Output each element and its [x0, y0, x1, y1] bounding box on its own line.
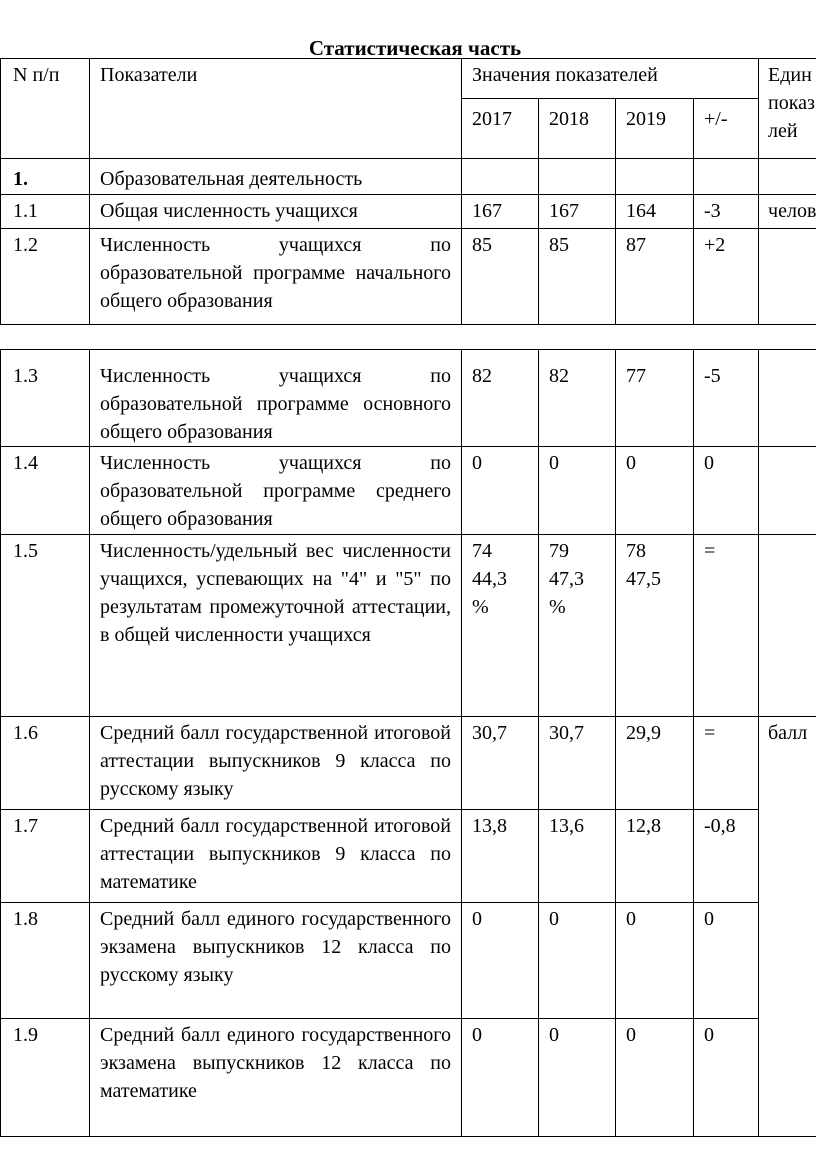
row-value-2017: 13,8 [462, 810, 539, 903]
row-value-2019: 77 [616, 350, 694, 447]
row-num: 1.8 [1, 903, 90, 1019]
row-unit [759, 159, 816, 195]
row-num: 1.2 [1, 229, 90, 325]
header-unit-line-2: показ [768, 92, 815, 114]
row-delta: = [694, 717, 759, 810]
table-row [1, 1019, 816, 1137]
row-label: Образовательная деятельность [90, 159, 462, 195]
row-value-2018: 0 [539, 447, 616, 535]
table-row [1, 810, 816, 903]
header-unit-line-3: лей [768, 120, 798, 142]
table-row [1, 195, 816, 229]
header-unit-line-1: Един [768, 64, 812, 86]
row-label: Средний балл государственной итоговой аттестации выпускников 9 класса по русскому языку [90, 717, 462, 810]
row-label: Численность учащихся по образовательной программе среднего общего образования [90, 447, 462, 535]
row-label: Численность учащихся по образовательной программе основного общего образования [90, 350, 462, 447]
table-row [1, 350, 816, 447]
header-indicators: Показатели [90, 59, 462, 159]
row-num: 1.1 [1, 195, 90, 229]
row-num: 1.9 [1, 1019, 90, 1137]
header-num: N п/п [1, 59, 90, 159]
row-delta: +2 [694, 229, 759, 325]
row-value-2018: 79 47,3 % [539, 535, 616, 717]
row-value-2018: 13,6 [539, 810, 616, 903]
header-delta: +/- [694, 99, 759, 159]
row-delta: -3 [694, 195, 759, 229]
table-row [1, 229, 816, 325]
row-value-2019: 0 [616, 1019, 694, 1137]
row-unit [759, 535, 816, 717]
row-value-2017: 0 [462, 447, 539, 535]
row-label: Средний балл государственной итоговой аттестации выпускников 9 класса по математике [90, 810, 462, 903]
row-delta: 0 [694, 903, 759, 1019]
row-value-2017: 74 44,3 % [462, 535, 539, 717]
row-value-2017: 0 [462, 903, 539, 1019]
table-row [1, 535, 816, 717]
table-row [1, 447, 816, 535]
row-unit: балл [759, 717, 816, 1137]
row-label: Средний балл единого государственного экзамена выпускников 12 класса по математике [90, 1019, 462, 1137]
row-value-2019: 87 [616, 229, 694, 325]
row-value-2018: 0 [539, 1019, 616, 1137]
row-value-2018: 85 [539, 229, 616, 325]
row-unit: челов [759, 195, 816, 229]
row-value-2017: 0 [462, 1019, 539, 1137]
row-unit [759, 447, 816, 535]
table-row [1, 159, 816, 195]
row-num: 1.3 [1, 350, 90, 447]
header-row-1 [1, 59, 816, 99]
row-value-2019: 12,8 [616, 810, 694, 903]
row-num: 1.6 [1, 717, 90, 810]
header-year-2017: 2017 [462, 99, 539, 159]
statistics-table-part-2 [0, 349, 816, 1137]
table-row [1, 717, 816, 810]
row-value-2017: 167 [462, 195, 539, 229]
row-value-2019 [616, 159, 694, 195]
row-value-2019: 78 47,5 [616, 535, 694, 717]
row-delta: 0 [694, 447, 759, 535]
header-values: Значения показателей [462, 59, 759, 99]
row-value-2019: 0 [616, 447, 694, 535]
row-label: Численность/удельный вес численности учащихся, успевающих на "4" и "5" по результатам промежуточной аттестации, в общей численности учащихся [90, 535, 462, 717]
row-num: 1.5 [1, 535, 90, 717]
row-value-2019: 164 [616, 195, 694, 229]
row-value-2019: 29,9 [616, 717, 694, 810]
row-value-2018: 0 [539, 903, 616, 1019]
row-value-2017: 85 [462, 229, 539, 325]
header-unit [759, 59, 816, 159]
row-delta: = [694, 535, 759, 717]
row-value-2018: 167 [539, 195, 616, 229]
row-value-2017: 30,7 [462, 717, 539, 810]
statistics-table-part-1 [0, 58, 816, 325]
row-value-2018 [539, 159, 616, 195]
row-delta: 0 [694, 1019, 759, 1137]
header-year-2018: 2018 [539, 99, 616, 159]
row-delta [694, 159, 759, 195]
row-unit [759, 229, 816, 325]
row-value-2019: 0 [616, 903, 694, 1019]
row-value-2017: 82 [462, 350, 539, 447]
row-delta: -5 [694, 350, 759, 447]
header-year-2019: 2019 [616, 99, 694, 159]
row-unit [759, 350, 816, 447]
row-num: 1.7 [1, 810, 90, 903]
row-num: 1.4 [1, 447, 90, 535]
row-value-2017 [462, 159, 539, 195]
table-row [1, 903, 816, 1019]
row-value-2018: 82 [539, 350, 616, 447]
row-delta: -0,8 [694, 810, 759, 903]
row-label: Средний балл единого государственного экзамена выпускников 12 класса по русскому языку [90, 903, 462, 1019]
row-label: Численность учащихся по образовательной программе начального общего образования [90, 229, 462, 325]
row-num: 1. [1, 159, 90, 195]
page-title: Статистическая часть [308, 36, 522, 60]
row-label: Общая численность учащихся [90, 195, 462, 229]
row-value-2018: 30,7 [539, 717, 616, 810]
